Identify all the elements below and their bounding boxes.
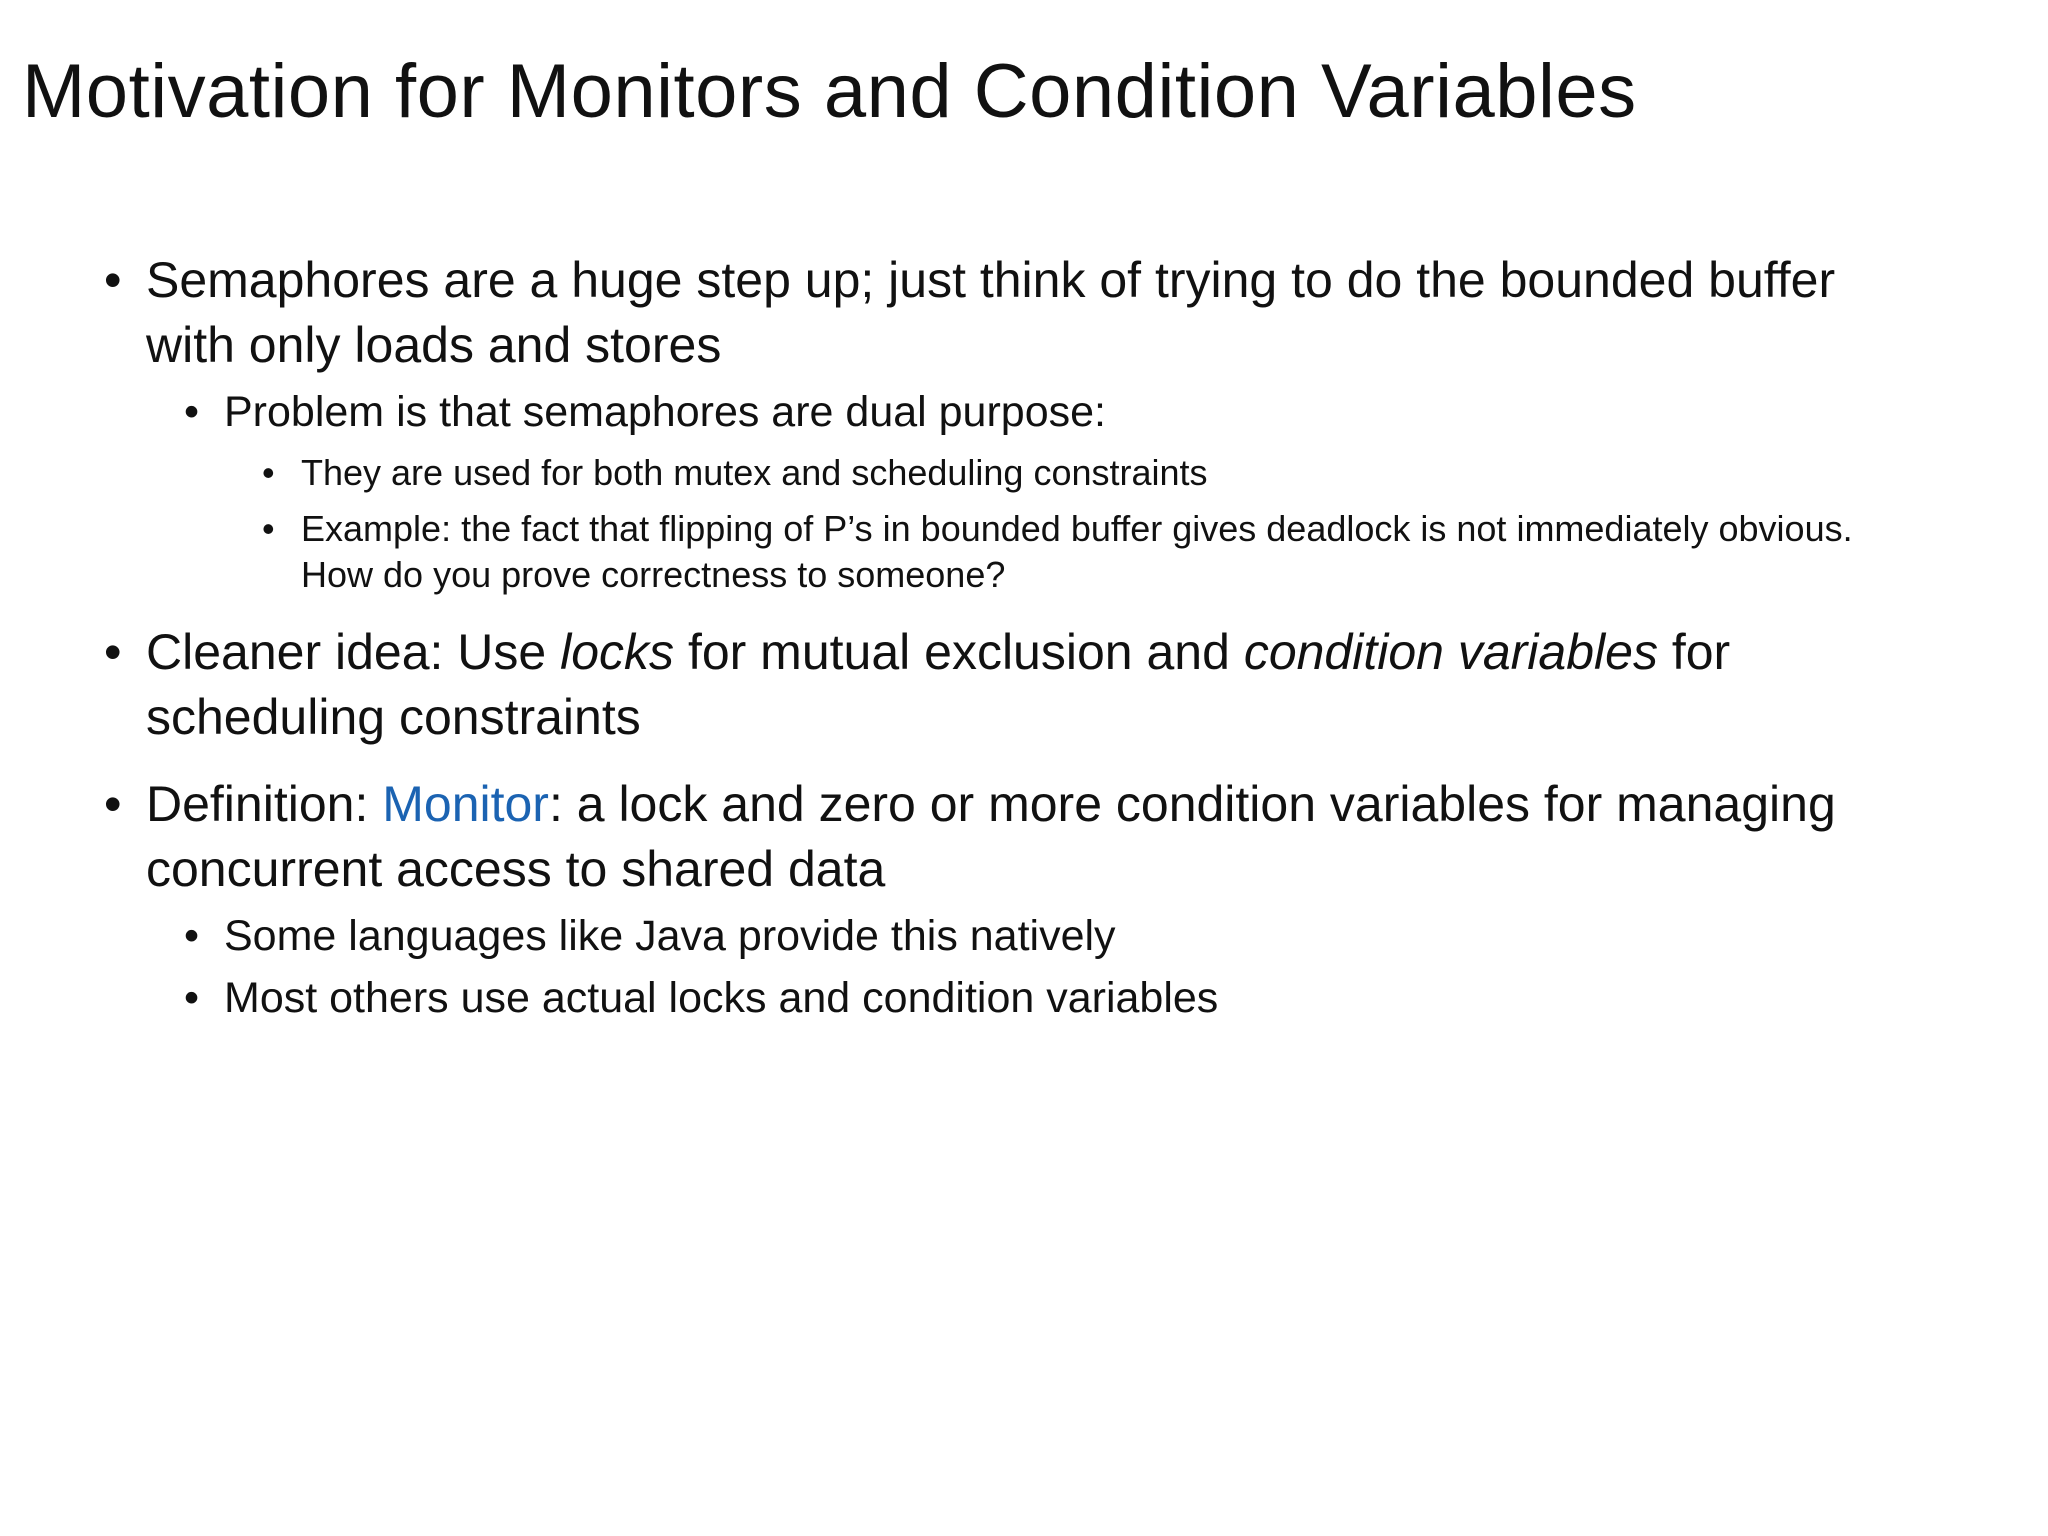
sub-bullet-java — [0, 908, 2048, 964]
bullet-text: Semaphores are a huge step up; just think of trying to do the bounded buffer with only loads and stores — [146, 252, 1836, 373]
bullet-text: Problem is that semaphores are dual purpose: — [224, 388, 1106, 436]
bullet-text-part: for mutual exclusion and — [674, 624, 1244, 680]
bullet-text: They are used for both mutex and scheduling constraints — [301, 452, 1208, 493]
bullet-cleaner-idea — [0, 620, 2048, 750]
sub-bullet-problem — [0, 384, 2048, 440]
bullet-point-icon: • — [104, 776, 122, 832]
bullet-text-part: : a lock and zero or more condition variables for managing concurrent access to shared data — [146, 776, 1836, 897]
bullet-point-icon: • — [262, 452, 275, 493]
bullet-text: Example: the fact that flipping of P’s in bounded buffer gives deadlock is not immediately obvious. How do you prove correctness to someone? — [301, 508, 1853, 595]
bullet-text-part: Definition: — [146, 776, 383, 832]
bullet-text-part: Cleaner idea: Use — [146, 624, 561, 680]
sub-sub-bullet-example — [0, 506, 2048, 598]
monitor-term: Monitor — [382, 776, 549, 832]
bullet-definition-monitor — [0, 772, 2048, 902]
slide-title: Motivation for Monitors and Condition Variables — [22, 49, 1637, 134]
sub-sub-bullet-mutex — [0, 450, 2048, 496]
emphasis-condition-variables: condition variables — [1243, 624, 1658, 680]
bullet-point-icon: • — [104, 252, 122, 308]
bullet-semaphores — [0, 248, 2048, 378]
bullet-point-icon: • — [184, 974, 200, 1022]
bullet-point-icon: • — [104, 624, 122, 680]
bullet-point-icon: • — [262, 508, 275, 549]
slide-body — [0, 248, 2048, 1026]
emphasis-locks: locks — [560, 624, 675, 680]
bullet-text: Most others use actual locks and condition variables — [224, 974, 1219, 1022]
bullet-text: Some languages like Java provide this natively — [224, 912, 1116, 960]
sub-bullet-others — [0, 970, 2048, 1026]
bullet-text-part: for scheduling constraints — [146, 624, 1731, 745]
bullet-point-icon: • — [184, 388, 200, 436]
bullet-point-icon: • — [184, 912, 200, 960]
